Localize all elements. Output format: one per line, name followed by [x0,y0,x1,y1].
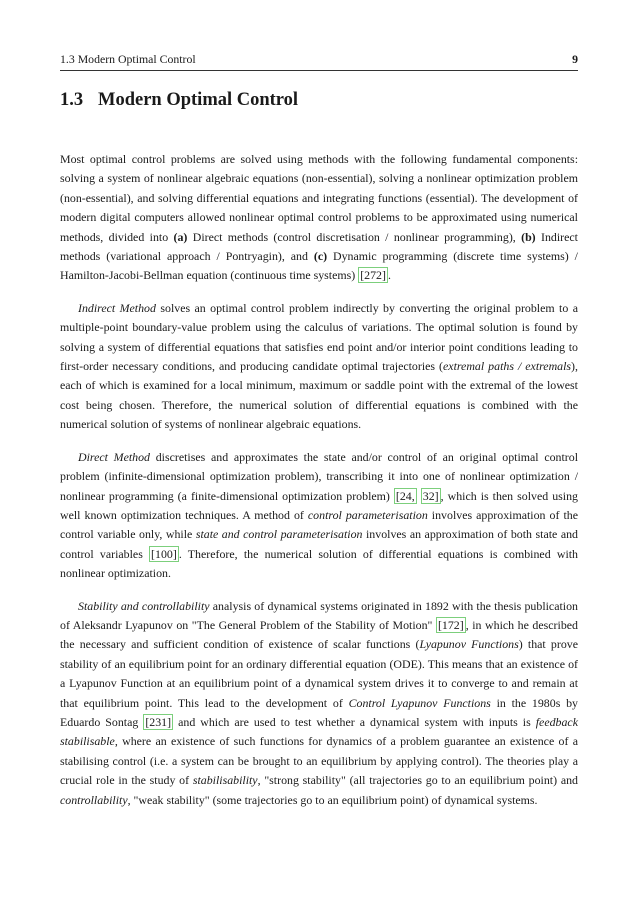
bold-label: (a) [173,229,188,244]
text-run: ) that prove stability of an equilibrium point for an ordinary differential equation (ODE). This means that an existence of a Lyapunov Function at an equilibrium point of a dynamical system drives it to converge to and remain at that equilibrium point. This lead to the development of [60,637,578,710]
italic-term: stabilisability [192,773,258,788]
text-run: , where an existence of such functions for dynamics of a problem guarantee an existence of a stabilising control (i.e. a system can be brought to an equilibrium by applying control). The theories play a crucial role in the study of [60,734,578,788]
text-run: and which are used to test whether a dynamical system with inputs is [173,714,536,729]
italic-term: Direct Method [78,449,150,464]
paragraph-indirect-method [60,299,578,435]
running-header [60,52,578,71]
citation-link[interactable]: [272] [360,268,386,283]
running-title: 1.3 Modern Optimal Control [60,52,196,66]
section-title: Modern Optimal Control [98,90,299,110]
text-run: in the 1980s by Eduardo Sontag [60,695,578,729]
paragraph-direct-method [60,448,578,584]
text-run: analysis of dynamical systems originated in 1892 with the thesis publication of Aleksandr Lyapunov on "The General Problem of the Stability of Motion" [60,598,578,632]
text-run: . [387,268,391,283]
text-run: ), each of which is examined for a local minimum, maximum or saddle point with the extremal of the lowest cost being chosen. Therefore, the numerical solution of differential equations is combined with the numerical solution of systems of nonlinear algebraic equations. [60,359,578,432]
italic-term: control parameterisation [307,507,428,522]
text-run: Direct methods (control discretisation / nonlinear programming), [187,229,522,244]
citation-link[interactable]: [231] [145,714,172,729]
page-number: 9 [572,52,578,66]
text-run: , in which he described the necessary and sufficient condition of existence of scalar functions ( [60,617,578,652]
italic-term: Control Lyapunov Functions [348,695,491,710]
text-run: Dynamic programming (discrete time systems) / Hamilton-Jacobi-Bellman equation (continuous time systems) [60,249,578,283]
text-run: Most optimal control problems are solved using methods with the following fundamental components: solving a system of nonlinear algebraic equations (non-essential), solving a nonlinear optimization problem (non-essential), and solving differential equations and integrating functions (essential). The development of modern digital computers allowed nonlinear optimal control problems to be approximated using numerical methods, divided into [60,152,578,244]
text-run: , "weak stability" (some trajectories go to an equilibrium point) of dynamical systems. [127,792,538,807]
italic-term: Lyapunov Functions [419,637,519,652]
italic-term: extremal paths / extremals [443,359,572,374]
text-run: involves approximation of the control variable only, while [60,507,578,542]
bold-label: (b) [521,229,536,244]
section-number: 1.3 [60,90,84,110]
bold-label: (c) [313,249,328,264]
body-text [60,150,578,823]
text-run: , "strong stability" (all trajectories go to an equilibrium point) and [257,773,578,788]
text-run: , which is then solved using well known optimization techniques. A method of [60,488,578,522]
italic-term: Stability and controllability [78,598,210,613]
citation-link[interactable]: [172] [437,617,464,632]
paragraph-stability [60,597,578,810]
italic-term: controllability [60,792,128,807]
citation-link[interactable]: [100] [151,546,177,561]
italic-term: Indirect Method [78,300,156,315]
text-run: . Therefore, the numerical solution of differential equations is combined with nonlinear optimization. [60,546,579,581]
citation-link[interactable]: [24, [395,488,415,503]
text-run: discretises and approximates the state and/or control of an original optimal control problem (infinite-dimensional optimization problem), transcribing it into one of nonlinear optimization / nonlinear programming (a finite-dimensional optimization problem) [60,449,578,503]
section-heading [60,88,298,112]
italic-term: feedback stabilisable [60,714,578,749]
italic-term: state and control parameterisation [195,527,363,542]
text-run: involves an approximation of both state and control variables [60,527,578,561]
citation-link[interactable]: 32] [422,488,439,503]
text-run: solves an optimal control problem indirectly by converting the original problem to a multiple-point boundary-value problem using the calculus of variations. The optimal solution is found by solving a system of differential equations that satisfies end point and/or interior point conditions leading to first-order necessary conditions, and producing candidate optimal trajectories ( [60,300,578,374]
paragraph-intro [60,150,578,286]
text-run: Indirect methods (variational approach / Pontryagin), and [60,229,578,264]
